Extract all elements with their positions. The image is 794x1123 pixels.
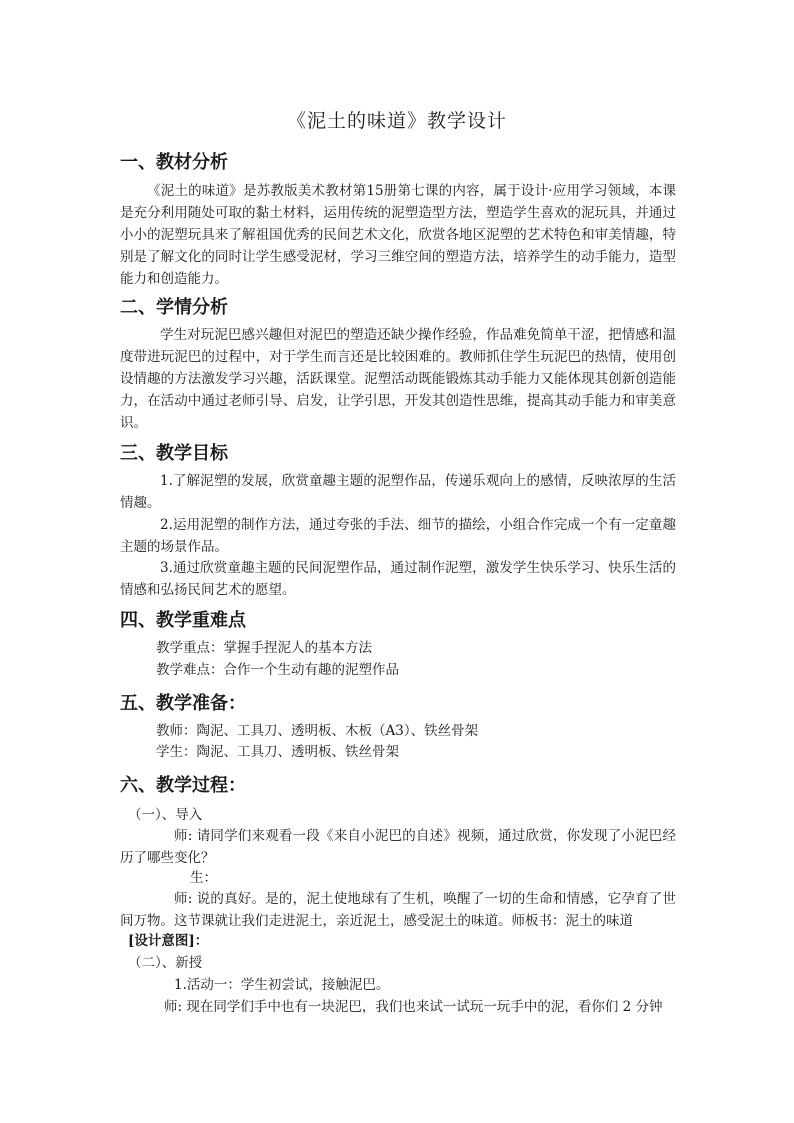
process-part-new: （二）、新授 bbox=[128, 955, 203, 971]
heading-teaching-process: 六、教学过程： bbox=[120, 775, 246, 796]
heading-key-difficulty: 四、教学重难点 bbox=[120, 610, 246, 631]
process-teacher-2: 师: 说的真好。是的，泥土使地球有了生机，唤醒了一切的生命和情感，它孕育了世间万物。这节课就让我们走进泥土，亲近泥土，感受泥土的味道。师板书：泥土的味道 bbox=[120, 891, 676, 929]
process-student-reply: 生： bbox=[190, 870, 217, 886]
paragraph-learner-analysis: 学生对玩泥巴感兴趣但对泥巴的塑造还缺少操作经验，作品难免简单干涩，把情感和温度带进玩泥巴的过程中，对于学生而言还是比较困难的。教师抓住学生玩泥巴的热情，使用创设情趣的方法激发学习兴趣，活跃课堂。泥塑活动既能锻炼其动手能力又能体现其创新创造能力，在活动中通过老师引导、启发，让学引思，开发其创造性思维，提高其动手能力和审美意识。 bbox=[120, 327, 676, 431]
document-title: 《泥土的味道》教学设计 bbox=[286, 110, 507, 132]
heading-learner-analysis: 二、学情分析 bbox=[120, 297, 228, 318]
teaching-key-point: 教学重点：掌握手捏泥人的基本方法 bbox=[156, 640, 372, 656]
goal-item-1: 1.了解泥塑的发展，欣赏童趣主题的泥塑作品，传递乐观向上的感情，反映浓厚的生活情趣。 bbox=[120, 473, 676, 511]
activity-1: 1.活动一：学生初尝试，接触泥巴。 bbox=[174, 977, 390, 993]
process-teacher-3: 师: 现在同学们手中也有一块泥巴，我们也来试一试玩一玩手中的泥，看你们 2 分钟 bbox=[164, 999, 663, 1015]
goal-item-2: 2.运用泥塑的制作方法，通过夸张的手法、细节的描绘，小组合作完成一个有一定童趣主题的场景作品。 bbox=[120, 517, 676, 555]
heading-textbook-analysis: 一、教材分析 bbox=[120, 152, 228, 173]
paragraph-textbook-analysis: 《泥土的味道》是苏教版美术教材第15册第七课的内容，属于设计·应用学习领域，本课是充分利用随处可取的黏土材料，运用传统的泥塑造型方法，塑造学生喜欢的泥玩具，并通过小小的泥塑玩具来了解祖国优秀的民间艺术文化，欣赏各地区泥塑的艺术特色和审美情趣，特别是了解文化的同时让学生感受泥材，学习三维空间的塑造方法，培养学生的动手能力，造型能力和创造能力。 bbox=[120, 183, 676, 287]
process-part-intro: （一）、导入 bbox=[128, 807, 203, 823]
prep-teacher: 教师：陶泥、工具刀、透明板、木板（A3）、铁丝骨架 bbox=[156, 723, 479, 739]
teaching-difficulty: 教学难点：合作一个生动有趣的泥塑作品 bbox=[156, 662, 399, 678]
process-teacher-1: 师: 请同学们来观看一段《来自小泥巴的自述》视频，通过欣赏，你发现了小泥巴经历了哪些变化？ bbox=[120, 828, 676, 866]
prep-student: 学生：陶泥、工具刀、透明板、铁丝骨架 bbox=[156, 744, 399, 760]
design-intent-label: [设计意图]： bbox=[128, 933, 209, 949]
goal-item-3: 3.通过欣赏童趣主题的民间泥塑作品，通过制作泥塑，激发学生快乐学习、快乐生活的情感和弘扬民间艺术的愿望。 bbox=[120, 560, 676, 598]
heading-preparation: 五、教学准备： bbox=[120, 693, 246, 714]
heading-teaching-goals: 三、教学目标 bbox=[120, 443, 228, 464]
